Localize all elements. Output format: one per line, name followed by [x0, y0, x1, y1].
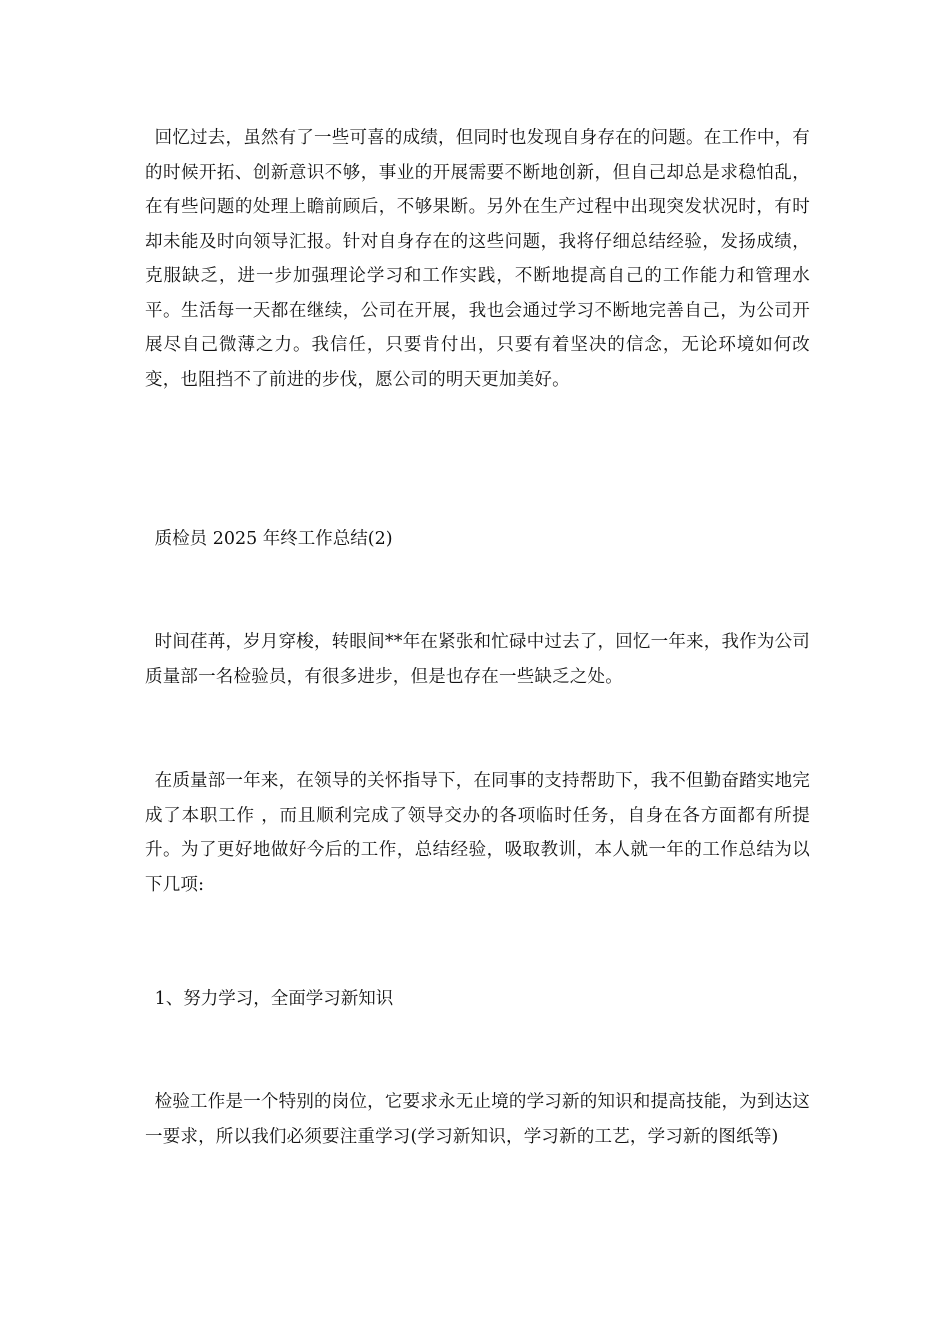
paragraph-intro: 时间荏苒，岁月穿梭，转眼间**年在紧张和忙碌中过去了，回忆一年来，我作为公司质量部一名检验员，有很多进步，但是也存在一些缺乏之处。 — [145, 632, 810, 687]
subsection-title-learning: 1、努力学习，全面学习新知识 — [154, 989, 394, 1009]
section-title: 质检员 2025 年终工作总结(2) — [154, 529, 393, 549]
paragraph-summary: 在质量部一年来，在领导的关怀指导下，在同事的支持帮助下，我不但勤奋踏实地完成了本职工作 ，而且顺利完成了领导交办的各项临时任务，自身在各方面都有所提升。为了更好地做好今后的工作，总结经验，吸取教训，本人就一年的工作总结为以下几项: — [145, 771, 810, 895]
paragraph-learning: 检验工作是一个特别的岗位，它要求永无止境的学习新的知识和提高技能，为到达这一要求，所以我们必须要注重学习(学习新知识，学习新的工艺，学习新的图纸等) — [145, 1092, 810, 1147]
paragraph-reflection: 回忆过去，虽然有了一些可喜的成绩，但同时也发现自身存在的问题。在工作中，有的时候开拓、创新意识不够，事业的开展需要不断地创新，但自己却总是求稳怕乱，在有些问题的处理上瞻前顾后，不够果断。另外在生产过程中出现突发状况时，有时却未能及时向领导汇报。针对自身存在的这些问题，我将仔细总结经验，发扬成绩，克服缺乏，进一步加强理论学习和工作实践，不断地提高自己的工作能力和管理水平。生活每一天都在继续，公司在开展，我也会通过学习不断地完善自己，为公司开展尽自己微薄之力。我信任，只要肯付出，只要有着坚决的信念，无论环境如何改变，也阻挡不了前进的步伐，愿公司的明天更加美好。 — [145, 128, 810, 390]
